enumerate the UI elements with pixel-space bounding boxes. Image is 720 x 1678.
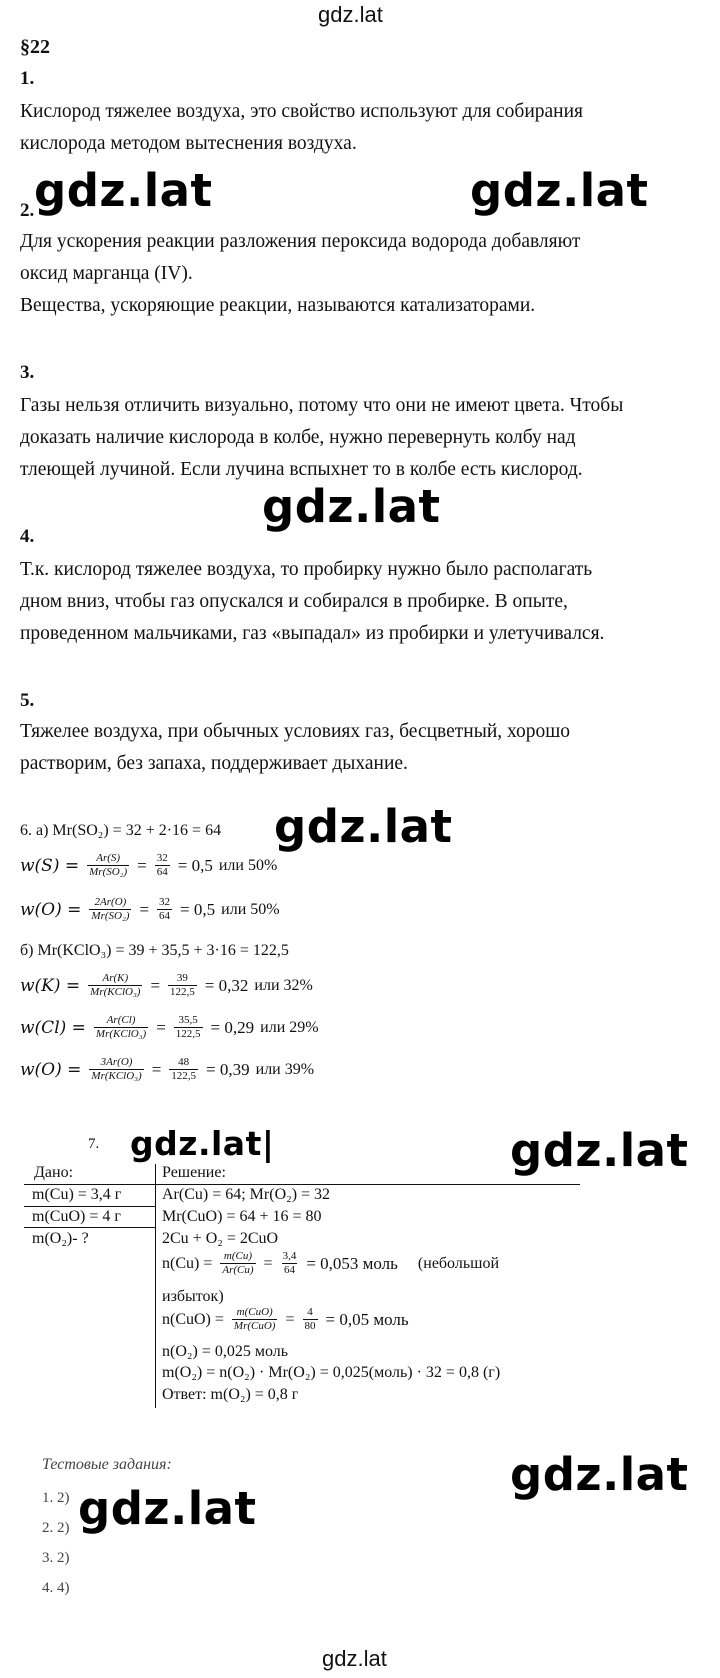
given-header: Дано: [34,1164,74,1181]
given-item: m(Cu) = 3,4 г [32,1186,122,1203]
solution-line: Mr(CuO) = 64 + 16 = 80 [162,1208,322,1225]
watermark: gdz.lat [510,1124,689,1177]
solution-line: Ar(Cu) = 64; Mr(O₂) = 32 [162,1186,331,1203]
calc-heading: б) Mr(KClO₃) = 39 + 35,5 + 3·16 = 122,5 [20,942,289,959]
test-answer: 3. 2) [42,1550,70,1566]
watermark: gdz.lat [78,1482,257,1535]
test-answer: 4. 4) [42,1580,70,1596]
solution-line: n(O₂) = 0,025 моль [162,1343,289,1360]
table-divider [155,1164,156,1408]
answer-text: Газы нельзя отличить визуально, потому что они не имеют цвета. Чтобы доказать наличие кислорода в колбе, нужно перевернуть колбу над тлеющей лучиной. Если лучина вспыхнет то в колбе есть кислород. [20,395,624,480]
answer-text: Т.к. кислород тяжелее воздуха, то пробирку нужно было располагать дном вниз, чтобы газ опускался и собирался в пробирке. В опыте, проведенном мальчиками, газ «выпадал» из пробирки и улетучивался. [20,559,605,644]
watermark: gdz.lat [274,800,453,853]
watermark: gdz.lat [470,164,649,217]
watermark: gdz.lat| [130,1124,275,1163]
formula-row: w(K) = $\frac{Ar(K)}{\text{Mr(KClO₃)}}$ = $\frac{39}{122,5}$ = 0,32 или 32% [20,972,313,998]
table-header-line [24,1184,580,1185]
formula-row: w(S) = $\frac{Ar(S)}{\text{Mr(SO₂)}}$ = $\frac{32}{64}$ = 0,5 или 50% [20,852,278,878]
site-footer: gdz.lat [322,1646,387,1671]
test-answer: 1. 2) [42,1490,70,1506]
solution-header: Решение: [162,1164,226,1181]
formula-row: w(O) = $\frac{2Ar(O)}{\text{Mr(SO₂)}}$ = $\frac{32}{64}$ = 0,5 или 50% [20,896,280,922]
watermark: gdz.lat [262,480,441,533]
given-row-line [24,1227,155,1228]
solution-answer: Ответ: m(O₂) = 0,8 г [162,1386,299,1403]
formula-row: w(O) = $\frac{3Ar(O)}{\text{Mr(KClO₃)}}$ = $\frac{48}{122,5}$ = 0,39 или 39% [20,1056,315,1082]
answer-text: Кислород тяжелее воздуха, это свойство используют для собирания кислорода методом вытеснения воздуха. [20,101,584,154]
test-answer: 2. 2) [42,1520,70,1536]
solution-formula: n(Cu) = $\frac{m(Cu)}{Ar(Cu)}$ = $\frac{3,4}{64}$ = 0,053 моль (небольшой [162,1250,500,1276]
question-number: 1. [20,68,35,89]
solution-formula: n(CuO) = $\frac{\text{m(CuO)}}{\text{Mr(CuO)}}$ = $\frac{4}{80}$ = 0,05 моль [162,1306,409,1332]
watermark: gdz.lat [510,1448,689,1501]
solution-line: m(O₂) = n(O₂) · Mr(O₂) = 0,025(моль) · 32 = 0,8 (г) [162,1364,501,1381]
question-number: 2. [20,200,35,221]
question-number: 3. [20,362,35,383]
question-number: 7. [88,1136,100,1152]
formula-row: w(Cl) = $\frac{Ar(Cl)}{\text{Mr(KClO₃)}}$ = $\frac{35,5}{122,5}$ = 0,29 или 29% [20,1014,319,1040]
question-number: 4. [20,526,35,547]
solution-line: избыток) [162,1288,224,1305]
solution-line: 2Cu + O₂ = 2CuO [162,1230,279,1247]
watermark: gdz.lat [34,164,213,217]
site-header: gdz.lat [318,2,383,27]
section-title: §22 [20,36,50,58]
given-item: m(CuO) = 4 г [32,1208,121,1225]
tests-title: Тестовые задания: [42,1456,172,1473]
answer-text: Для ускорения реакции разложения пероксида водорода добавляют оксид марганца (IV). Вещества, ускоряющие реакции, называются катализаторами. [20,231,581,316]
answer-text: Тяжелее воздуха, при обычных условиях газ, бесцветный, хорошо растворим, без запаха, поддерживает дыхание. [20,721,571,774]
question-number: 5. [20,690,35,711]
given-row-line [24,1206,155,1207]
calc-heading: 6. а) Mr(SO₂) = 32 + 2·16 = 64 [20,822,222,839]
given-item: m(O₂)- ? [32,1230,89,1247]
